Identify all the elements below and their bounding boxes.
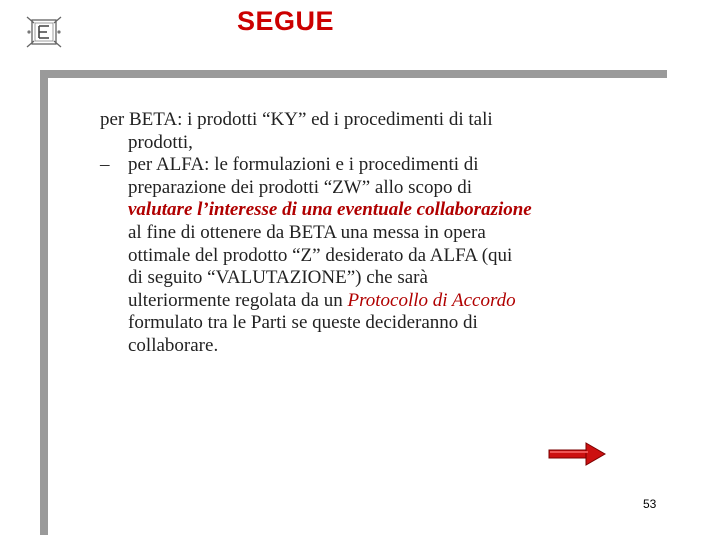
text-line: per BETA: i prodotti “KY” ed i procedimenti di tali	[100, 109, 493, 130]
emphasized-line: valutare l’interesse di una eventuale collaborazione	[128, 199, 532, 221]
text-line: ottimale del prodotto “Z” desiderato da ALFA (qui	[128, 244, 513, 266]
dash-bullet: –	[100, 154, 110, 176]
horizontal-rule	[40, 70, 667, 78]
text-line: di seguito “VALUTAZIONE”) che sarà	[128, 267, 428, 289]
vertical-rule	[40, 70, 48, 535]
text-line: collaborare.	[128, 334, 219, 356]
right-arrow-icon	[548, 442, 606, 466]
next-arrow-button[interactable]	[548, 442, 606, 466]
text-line: al fine di ottenere da BETA una messa in opera	[128, 221, 486, 243]
text-line: per ALFA: le formulazioni e i procedimenti di	[128, 154, 479, 176]
text-line: preparazione dei prodotti “ZW” allo scopo di	[128, 176, 472, 198]
text-line: formulato tra le Parti se queste decideranno di	[128, 312, 478, 334]
logo-icon	[25, 14, 63, 50]
bullet-item	[100, 154, 680, 177]
text-line	[100, 290, 680, 313]
text-line: prodotti,	[128, 131, 193, 153]
text-segment: ulteriormente regolata da un	[128, 289, 348, 311]
emphasized-term: Protocollo di Accordo	[347, 289, 516, 311]
page-number: 53	[643, 497, 657, 511]
slide-body	[100, 109, 680, 358]
slide-title: SEGUE	[237, 6, 335, 36]
